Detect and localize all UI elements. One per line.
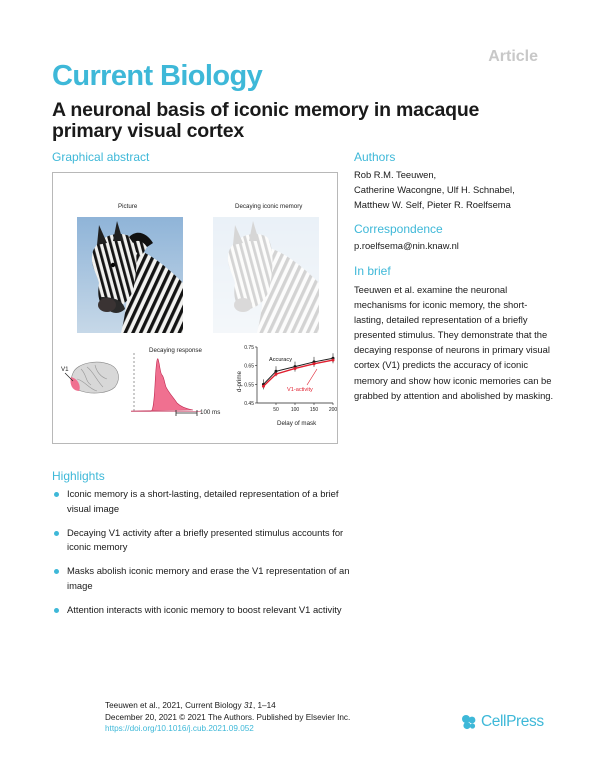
citation-volume: 31	[243, 701, 253, 710]
citation-line	[105, 700, 350, 712]
author-line: Matthew W. Self, Pieter R. Roelfsema	[354, 199, 511, 210]
bullet-icon	[54, 569, 59, 574]
plot-ylabel: d-prime	[235, 371, 243, 392]
citation-prefix: Teeuwen et al., 2021, Current Biology	[105, 701, 244, 710]
picture-label: Picture	[118, 203, 138, 210]
decaying-response-label: Decaying response	[149, 347, 202, 354]
highlight-text: Masks abolish iconic memory and erase the V1 representation of an image	[67, 565, 350, 591]
v1-activity-label: V1-activity	[287, 387, 313, 393]
accuracy-plot	[233, 341, 337, 419]
zebra-picture	[77, 217, 183, 333]
author-line: Rob R.M. Teeuwen,	[354, 169, 437, 180]
bullet-icon	[54, 608, 59, 613]
plot-x-tick-label: 150	[309, 407, 319, 413]
highlights-heading: Highlights	[52, 469, 105, 483]
plot-xlabel: Delay of mask	[277, 420, 317, 427]
bullet-icon	[54, 531, 59, 536]
highlight-item	[52, 487, 352, 516]
in-brief-heading: In brief	[354, 264, 391, 278]
author-line: Catherine Wacongne, Ulf H. Schnabel,	[354, 184, 515, 195]
accuracy-label: Accuracy	[269, 357, 293, 363]
authors-list	[354, 167, 554, 212]
data-point	[313, 362, 316, 365]
journal-name: Current Biology	[52, 60, 263, 92]
data-point	[262, 385, 265, 388]
highlight-item	[52, 603, 352, 618]
correspondence-email[interactable]: p.roelfsema@nin.knaw.nl	[354, 240, 459, 251]
highlight-text: Decaying V1 activity after a briefly presented stimulus accounts for iconic memory	[67, 526, 344, 552]
plot-x-tick-label: 100	[290, 407, 300, 413]
footer-citation	[105, 700, 350, 735]
article-tag: Article	[488, 48, 538, 65]
cellpress-icon	[460, 713, 478, 731]
plot-y-tick-label: 0.55	[244, 382, 254, 389]
time-scale-bar	[175, 409, 199, 417]
v1-activity-pointer	[307, 369, 317, 385]
decaying-iconic-memory-image	[213, 217, 319, 333]
time-scale-label: 100 ms	[200, 409, 221, 416]
cellpress-logo	[460, 713, 544, 731]
data-point	[275, 370, 278, 373]
cellpress-text: CellPress	[481, 713, 544, 730]
correspondence-heading: Correspondence	[354, 222, 443, 236]
plot-y-tick-label: 0.75	[244, 345, 254, 351]
in-brief-text: Teeuwen et al. examine the neuronal mechanisms for iconic memory, the short-lasting, detailed representation of a briefly presented stimulus. They demonstrate that the decaying response of neurons in primary visual cortex (V1) predicts the accuracy of iconic memory and show how iconic memories can be grabbed by attention and abolished by masking.	[354, 284, 554, 401]
highlights-list	[52, 487, 352, 627]
v1-pointer	[63, 371, 77, 385]
v1-label: V1	[61, 366, 69, 373]
highlight-text: Iconic memory is a short-lasting, detailed representation of a brief visual image	[67, 488, 339, 514]
graphical-abstract-heading: Graphical abstract	[52, 150, 150, 164]
plot-y-tick-label: 0.65	[244, 363, 254, 370]
doi-link[interactable]: https://doi.org/10.1016/j.cub.2021.09.052	[105, 724, 254, 733]
highlight-text: Attention interacts with iconic memory to boost relevant V1 activity	[67, 603, 342, 615]
citation-suffix: , 1–14	[252, 701, 276, 710]
plot-y-tick-label: 0.45	[244, 401, 254, 407]
plot-x-tick-label: 50	[273, 407, 279, 413]
plot-x-tick-label: 200	[328, 407, 337, 413]
bullet-icon	[54, 492, 59, 497]
article-title: A neuronal basis of iconic memory in macaque primary visual cortex	[52, 99, 480, 142]
authors-heading: Authors	[354, 150, 396, 164]
highlight-item	[52, 526, 352, 555]
data-point	[275, 373, 278, 376]
date-line: December 20, 2021 © 2021 The Authors. Published by Elsevier Inc.	[105, 712, 351, 722]
graphical-abstract	[52, 172, 338, 444]
data-point	[294, 367, 297, 370]
highlight-item	[52, 564, 352, 593]
data-point	[332, 359, 335, 362]
decaying-memory-label: Decaying iconic memory	[235, 203, 303, 210]
